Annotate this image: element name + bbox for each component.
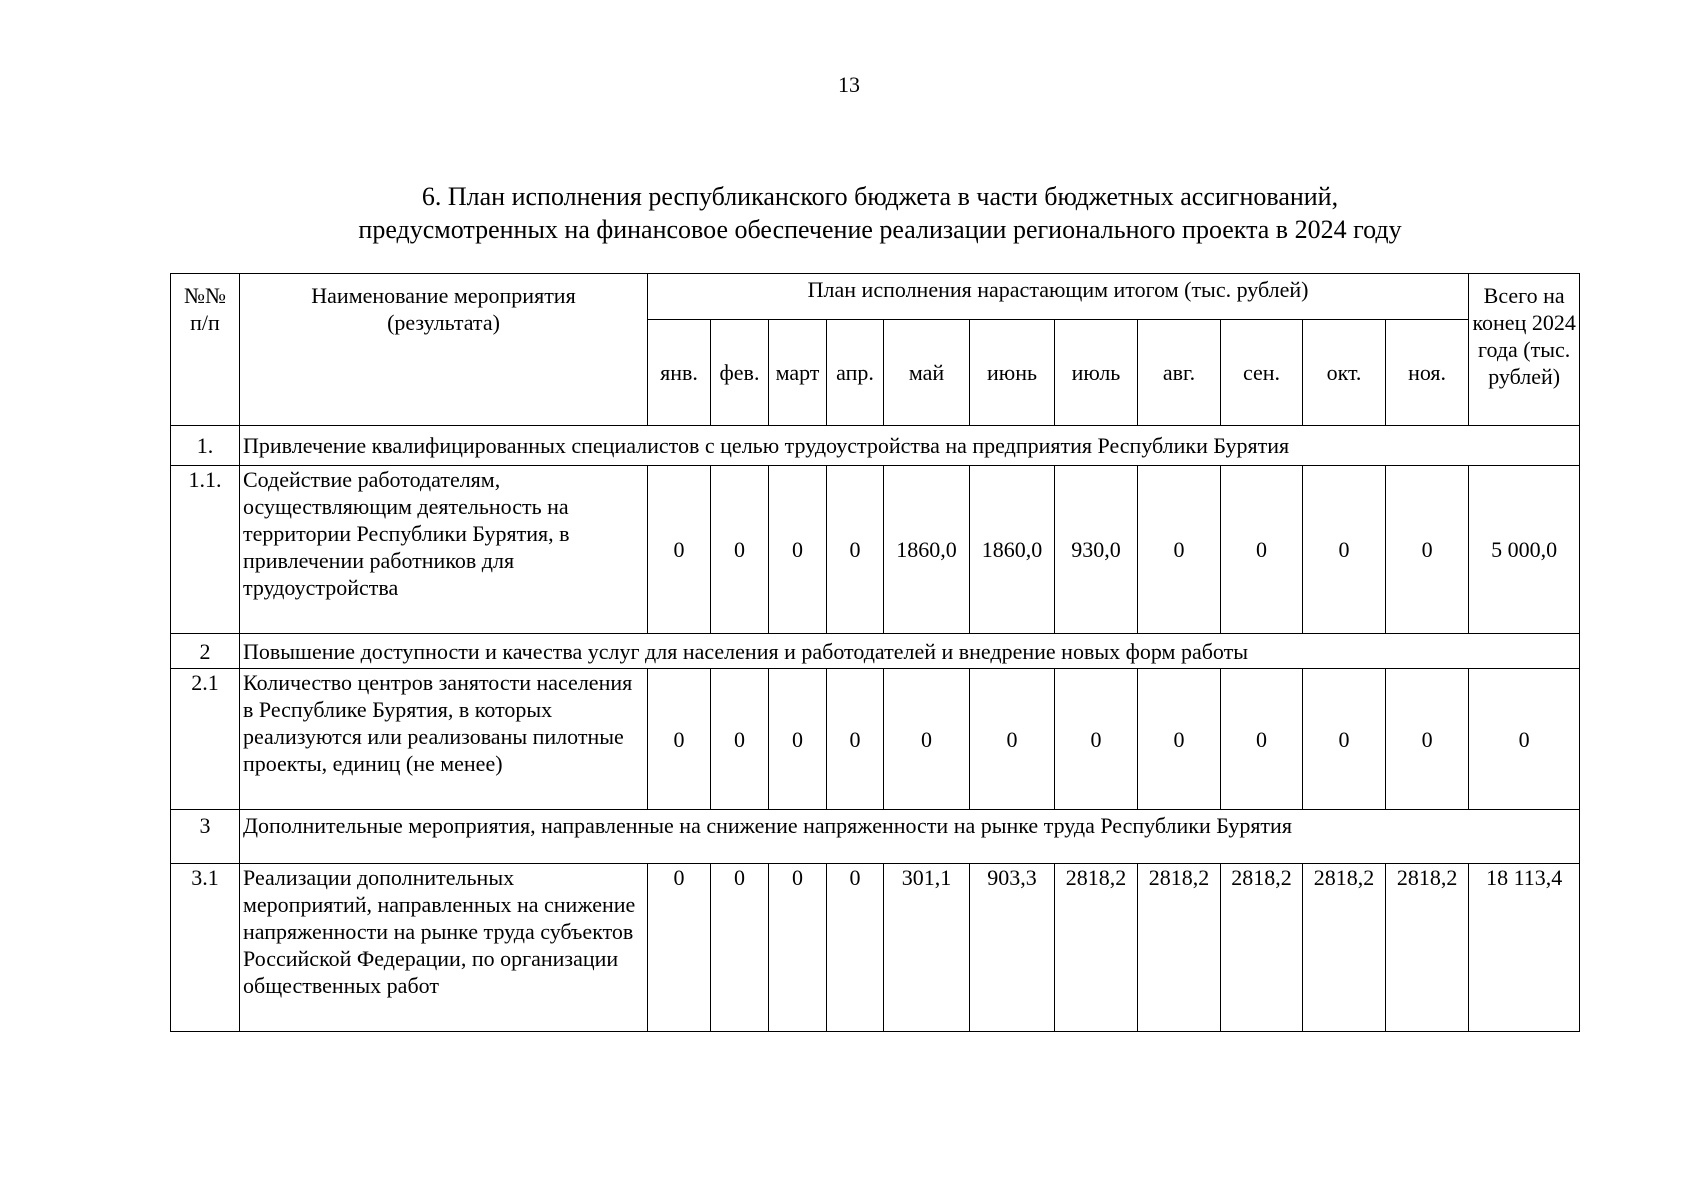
row-num: 1.1. — [171, 466, 240, 634]
header-num: №№ п/п — [171, 274, 240, 426]
row-total: 18 113,4 — [1469, 864, 1580, 1032]
row-value: 0 — [648, 669, 711, 810]
row-value: 0 — [1055, 669, 1138, 810]
budget-plan-table — [170, 273, 1580, 1032]
header-month: май — [884, 320, 970, 426]
table-row — [171, 466, 1580, 634]
row-value: 0 — [1386, 466, 1469, 634]
row-value: 2818,2 — [1303, 864, 1386, 1032]
header-month: июль — [1055, 320, 1138, 426]
row-value: 0 — [769, 864, 827, 1032]
row-name: Содействие работодателям, осуществляющим деятельность на территории Республики Бурятия, в привлечении работников для трудоустройства — [240, 466, 648, 634]
row-value: 930,0 — [1055, 466, 1138, 634]
header-row-1 — [171, 274, 1580, 320]
header-month: март — [769, 320, 827, 426]
row-value: 0 — [1303, 466, 1386, 634]
section-row — [171, 634, 1580, 669]
row-value: 0 — [648, 466, 711, 634]
row-value: 0 — [1138, 466, 1221, 634]
header-month: окт. — [1303, 320, 1386, 426]
row-value: 0 — [1221, 466, 1303, 634]
row-value: 0 — [1221, 669, 1303, 810]
header-month: сен. — [1221, 320, 1303, 426]
row-num: 2.1 — [171, 669, 240, 810]
header-month: апр. — [827, 320, 884, 426]
header-plan: План исполнения нарастающим итогом (тыс. рублей) — [648, 274, 1469, 320]
row-value: 0 — [648, 864, 711, 1032]
row-value: 0 — [827, 864, 884, 1032]
section-title: Привлечение квалифицированных специалистов с целью трудоустройства на предприятия Республики Бурятия — [240, 426, 1580, 466]
row-value: 0 — [970, 669, 1055, 810]
header-name: Наименование мероприятия (результата) — [240, 274, 648, 426]
header-total: Всего на конец 2024 года (тыс. рублей) — [1469, 274, 1580, 426]
row-value: 0 — [769, 669, 827, 810]
title-line-2: предусмотренных на финансовое обеспечение реализации регионального проекта в 2024 году — [358, 215, 1402, 244]
section-num: 3 — [171, 810, 240, 864]
row-value: 0 — [711, 864, 769, 1032]
row-value: 0 — [827, 669, 884, 810]
header-month: июнь — [970, 320, 1055, 426]
page-number: 13 — [838, 72, 860, 97]
row-name: Реализации дополнительных мероприятий, направленных на снижение напряженности на рынке труда субъектов Российской Федерации, по организации общественных работ — [240, 864, 648, 1032]
table-row — [171, 864, 1580, 1032]
row-value: 0 — [884, 669, 970, 810]
row-value: 1860,0 — [970, 466, 1055, 634]
header-month: авг. — [1138, 320, 1221, 426]
section-title: Повышение доступности и качества услуг для населения и работодателей и внедрение новых форм работы — [240, 634, 1580, 669]
row-value: 0 — [827, 466, 884, 634]
row-value: 2818,2 — [1386, 864, 1469, 1032]
row-total: 5 000,0 — [1469, 466, 1580, 634]
section-row — [171, 810, 1580, 864]
section-row — [171, 426, 1580, 466]
row-value: 301,1 — [884, 864, 970, 1032]
row-value: 0 — [1303, 669, 1386, 810]
header-month: янв. — [648, 320, 711, 426]
section-num: 1. — [171, 426, 240, 466]
row-value: 1860,0 — [884, 466, 970, 634]
header-month: ноя. — [1386, 320, 1469, 426]
row-value: 2818,2 — [1221, 864, 1303, 1032]
row-value: 2818,2 — [1055, 864, 1138, 1032]
header-month: фев. — [711, 320, 769, 426]
section-num: 2 — [171, 634, 240, 669]
title-line-1: 6. План исполнения республиканского бюджета в части бюджетных ассигнований, — [421, 182, 1339, 211]
row-value: 0 — [769, 466, 827, 634]
row-value: 0 — [711, 669, 769, 810]
table-row — [171, 669, 1580, 810]
row-value: 0 — [711, 466, 769, 634]
row-total: 0 — [1469, 669, 1580, 810]
row-name: Количество центров занятости населения в Республике Бурятия, в которых реализуются или реализованы пилотные проекты, единиц (не менее) — [240, 669, 648, 810]
row-value: 2818,2 — [1138, 864, 1221, 1032]
section-title: Дополнительные мероприятия, направленные на снижение напряженности на рынке труда Республики Бурятия — [240, 810, 1580, 864]
row-num: 3.1 — [171, 864, 240, 1032]
row-value: 0 — [1138, 669, 1221, 810]
row-value: 0 — [1386, 669, 1469, 810]
document-title — [180, 180, 1580, 246]
row-value: 903,3 — [970, 864, 1055, 1032]
